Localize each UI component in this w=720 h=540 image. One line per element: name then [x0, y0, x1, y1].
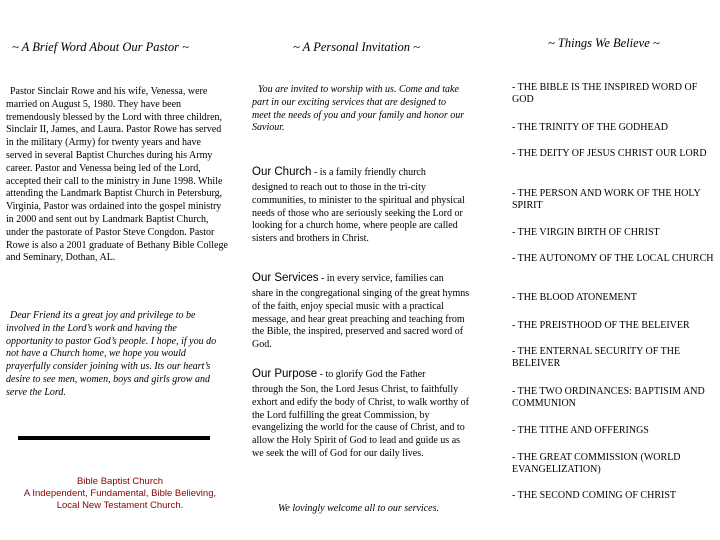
church-section-body: designed to reach out to those in the tri-city communities, to minister to the spiritual and physical needs of those who are seriously seeking the Lord or looking for a church home, where people are called sisters and brothers in Christ.	[252, 182, 465, 245]
purpose-section-title	[252, 368, 476, 382]
belief-item: - THE ENTERNAL SECURITY OF THE BELEIVER	[512, 346, 681, 370]
belief-item: - THE TITHE AND OFFERINGS	[512, 425, 649, 436]
services-title: Our Services	[252, 272, 319, 284]
belief-item: - THE DEITY OF JESUS CHRIST OUR LORD	[512, 148, 707, 159]
purpose-title: Our Purpose	[252, 368, 318, 380]
belief-item: - THE VIRGIN BIRTH OF CHRIST	[512, 227, 660, 238]
church-name: Bible Baptist Church	[76, 476, 164, 487]
beliefs-heading: ~ Things We Believe ~	[548, 36, 660, 50]
invitation-heading: ~ A Personal Invitation ~	[293, 40, 420, 54]
divider-rule	[18, 436, 210, 440]
belief-item: - THE PERSON AND WORK OF THE HOLY SPIRIT	[512, 188, 701, 212]
church-tagline: - is a family friendly church	[311, 167, 426, 178]
pastor-bio: Pastor Sinclair Rowe and his wife, Venessa, were married on August 5, 1980. They have been tremendously blessed by the Lord with three children, Sinclair II, James, and Laura. Pastor Rowe has served in the military (Army) for twenty years and have served in several Baptist Churches during his Army career. Pastor and Venessa being led of the Lord, accepted their call to the ministry in June 1998. While attending the Landmark Baptist Church in Petersburg, Virginia, Pastor was ordained into the gospel ministry in 2000 and sent out by Landmark Baptist Church, under the pastorate of Pastor Steve Congdon. Pastor Rowe is also a 2001 graduate of Bethany Bible College and Seminary, Dothan, AL.	[6, 86, 228, 264]
church-info	[22, 476, 218, 512]
pastor-column	[0, 0, 236, 540]
belief-item: - THE PREISTHOOD OF THE BELEIVER	[512, 320, 690, 331]
church-section-title	[252, 166, 472, 180]
pastor-heading: ~ A Brief Word About Our Pastor ~	[12, 40, 189, 54]
pastor-letter: Dear Friend its a great joy and privilege to be involved in the Lord’s work and having the opportunity to pastor God’s people. I hope, if you do not have a Church home, we hope you would prayerfully consider joining with us. Its our heart’s desire to see men, women, boys and girls grow and serve the Lord.	[6, 310, 217, 398]
church-description-line-1: A Independent, Fundamental, Bible Believing,	[23, 488, 217, 499]
belief-item: - THE BIBLE IS THE INSPIRED WORD OF GOD	[512, 82, 698, 106]
church-title: Our Church	[252, 166, 312, 178]
purpose-tagline: - to glorify God the Father	[317, 369, 426, 380]
services-tagline: - in every service, families can	[318, 273, 444, 284]
belief-item: - THE BLOOD ATONEMENT	[512, 292, 637, 303]
belief-item: - THE SECOND COMING OF CHRIST	[512, 490, 676, 501]
church-description-line-2: Local New Testament Church.	[56, 500, 184, 511]
belief-item: - THE AUTONOMY OF THE LOCAL CHURCH	[512, 253, 714, 264]
services-section-title	[252, 272, 476, 286]
invitation-column	[246, 0, 476, 540]
invitation-intro: You are invited to worship with us. Come and take part in our exciting services that are designed to meet the needs of you and your family and honor our Saviour.	[252, 84, 465, 134]
beliefs-column	[500, 0, 720, 540]
belief-item: - THE GREAT COMMISSION (WORLD EVANGELIZATION)	[512, 452, 681, 476]
purpose-section-body: through the Son, the Lord Jesus Christ, to faithfully exhort and edify the body of Christ, to walk worthy of the Lord fulfilling the great Commission, by evangelizing the world for the cause of Christ, and to allow the Holy Spirit of God to lead and guide us as we seek the will of God for our daily lives.	[252, 384, 469, 459]
belief-item: - THE TWO ORDINANCES: BAPTISIM AND COMMUNION	[512, 386, 705, 410]
services-section-body: share in the congregational singing of the great hymns of the faith, enjoy special music with a practical message, and hear great preaching and teaching from the Bible, the inspired, preserved and sacred word of God.	[252, 288, 470, 351]
belief-item: - THE TRINITY OF THE GODHEAD	[512, 122, 669, 133]
closing-line: We lovingly welcome all to our services.	[278, 503, 439, 514]
